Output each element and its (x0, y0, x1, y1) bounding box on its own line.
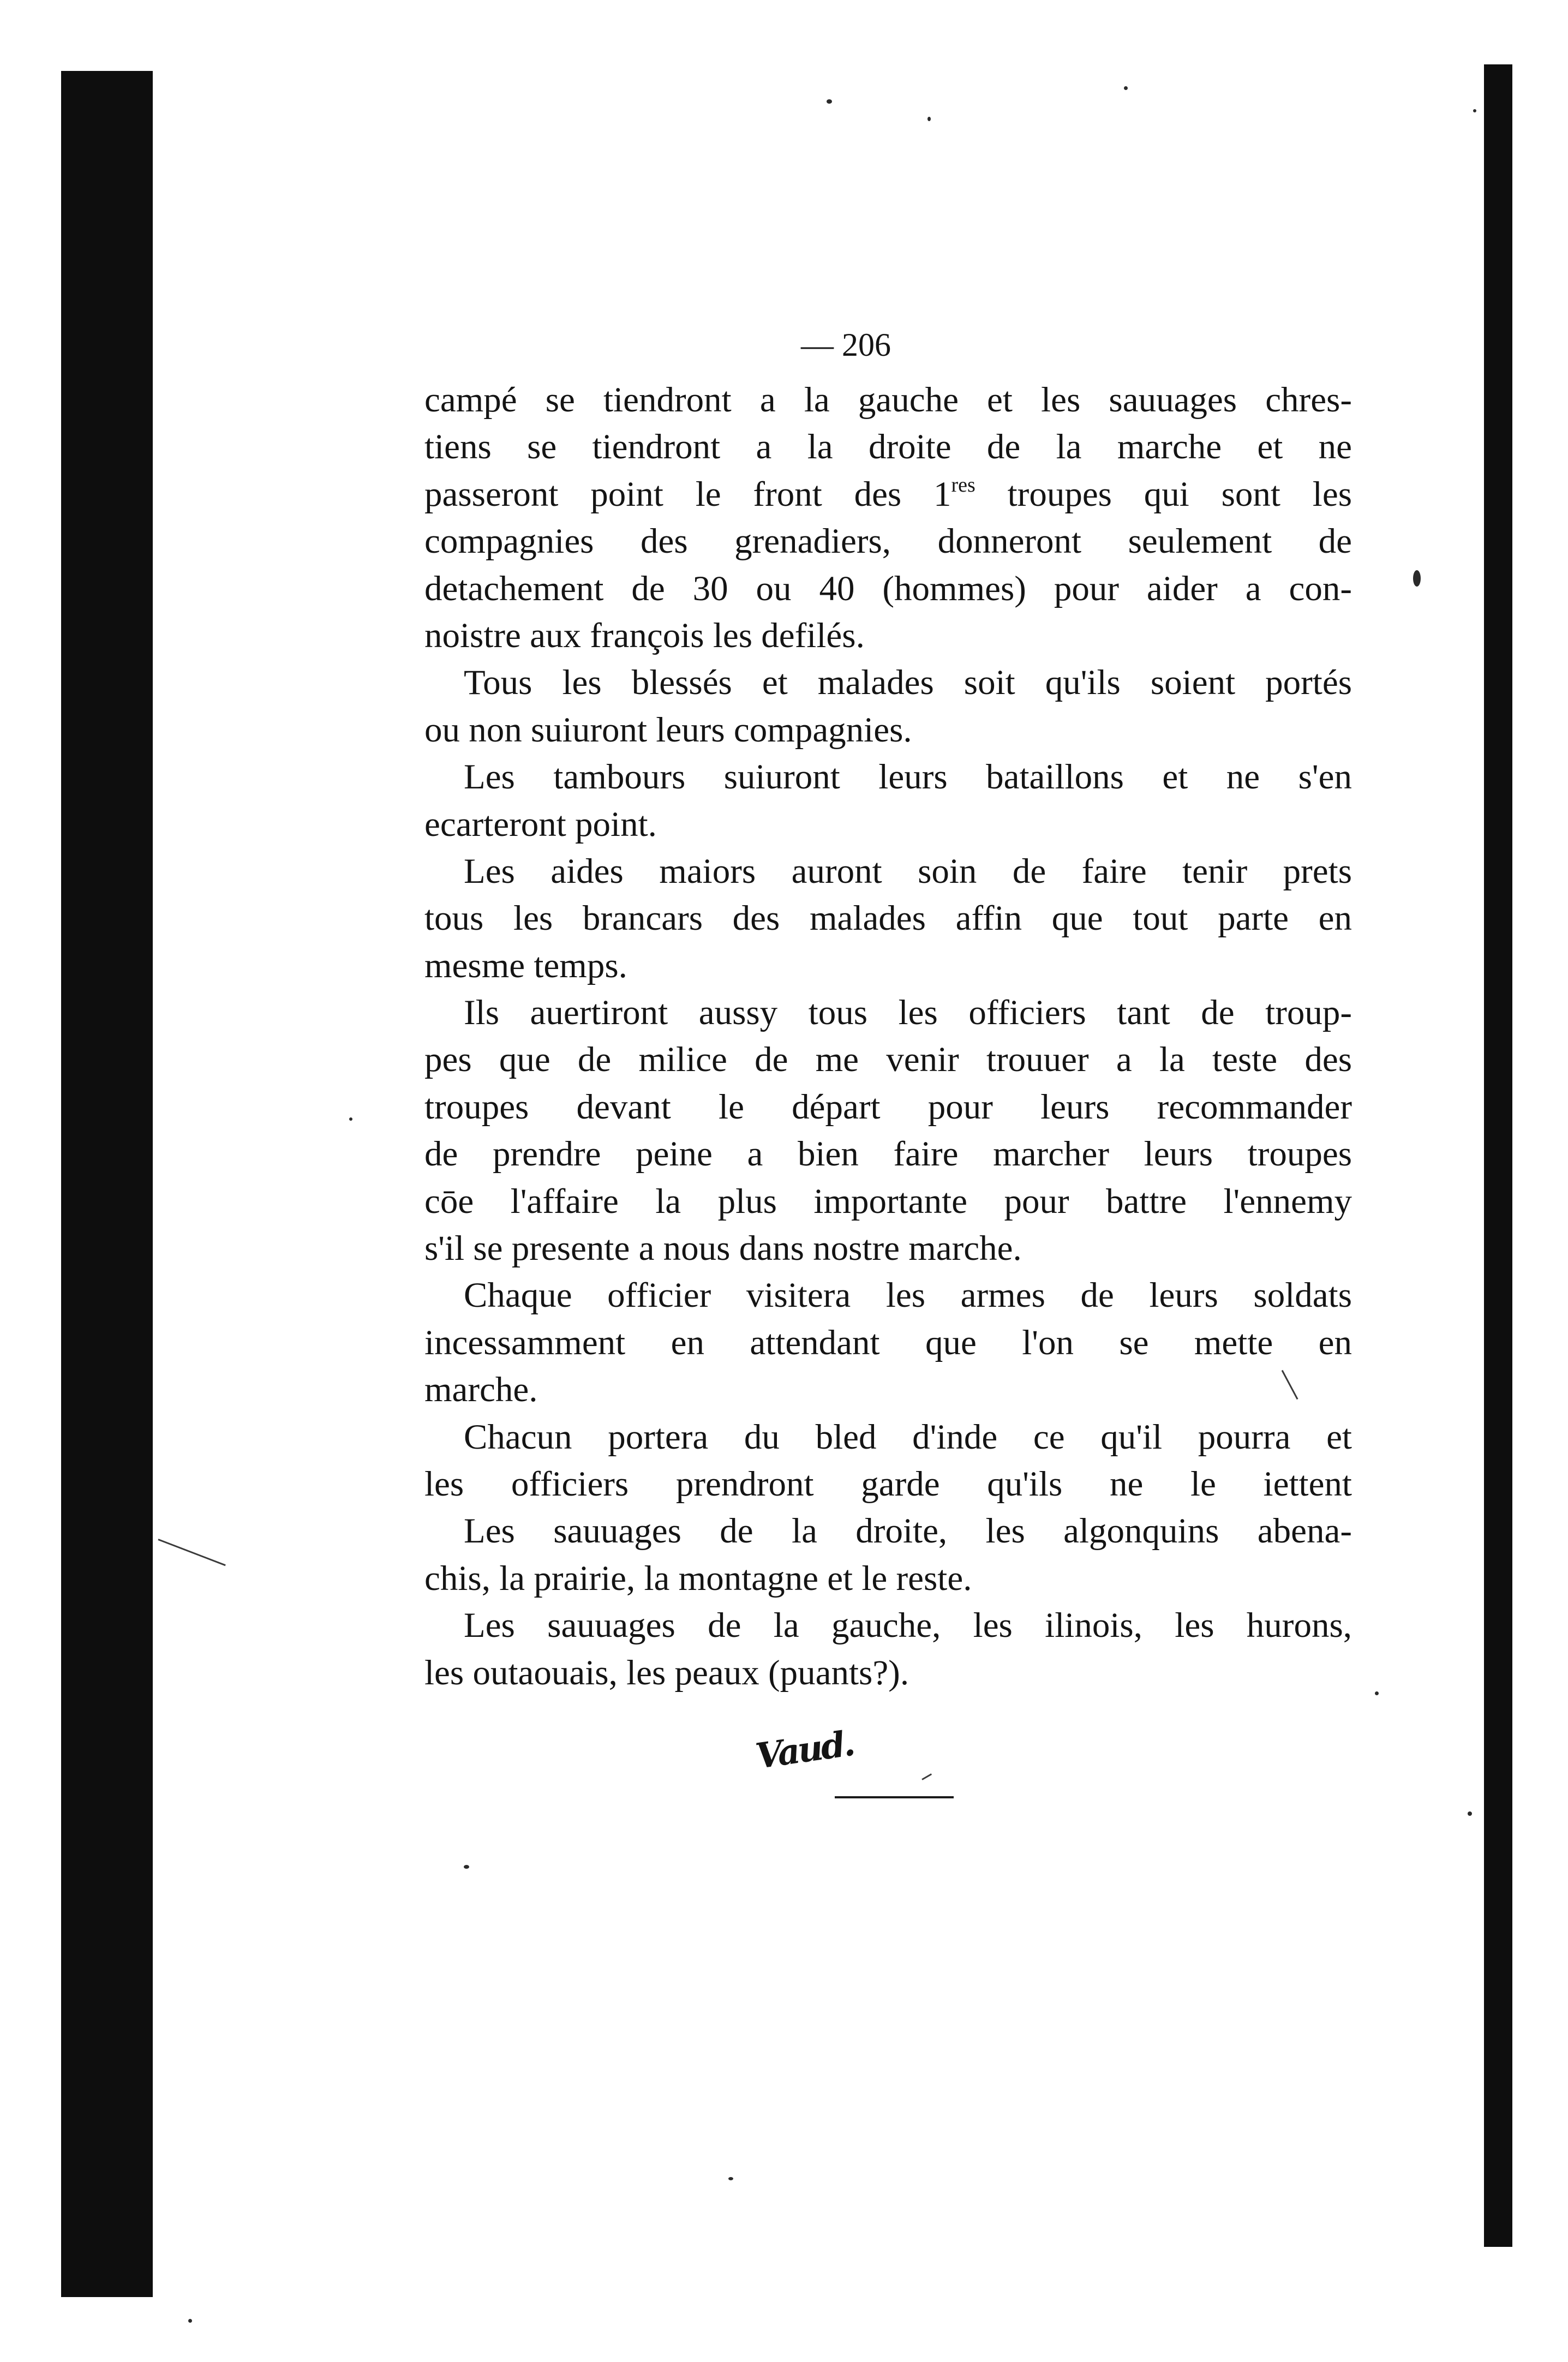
speck (1413, 570, 1421, 587)
speck (1124, 86, 1128, 90)
scan-margin-left (61, 71, 153, 2297)
text-line: pes que de milice de me venir trouuer a la teste des (424, 1040, 1352, 1080)
scan-margin-right (1484, 64, 1512, 2247)
text-line: troupes devant le départ pour leurs recommander (424, 1087, 1352, 1127)
text-line: ecarteront point. (424, 804, 657, 844)
handwritten-signature: Vaud. (753, 1723, 856, 1778)
text-line: incessamment en attendant que l'on se mette en (424, 1323, 1352, 1362)
speck (349, 1117, 352, 1121)
text-line: Chacun portera du bled d'inde ce qu'il pourra et (464, 1417, 1352, 1457)
text-line (424, 471, 1352, 518)
text-line: s'il se presente a nous dans nostre marche. (424, 1229, 1022, 1269)
text-line: cōe l'affaire la plus importante pour battre l'ennemy (424, 1181, 1352, 1221)
text-line: Les aides maiors auront soin de faire tenir prets (464, 851, 1352, 891)
text-line: marche. (424, 1370, 538, 1410)
text-segment: passeront point le front des 1 (424, 474, 951, 514)
text-line: detachement de 30 ou 40 (hommes) pour aider a con- (424, 569, 1352, 608)
superscript: res (951, 473, 975, 497)
scratch-mark (921, 1773, 932, 1780)
scratch-mark (158, 1539, 225, 1566)
text-line: chis, la prairie, la montagne et le reste. (424, 1558, 972, 1598)
speck (188, 2319, 192, 2323)
text-line: tous les brancars des malades affin que tout parte en (424, 899, 1352, 938)
text-line: Tous les blessés et malades soit qu'ils soient portés (464, 663, 1352, 703)
speck (464, 1865, 469, 1869)
speck (1473, 109, 1476, 112)
text-segment: troupes qui sont les (975, 474, 1352, 514)
text-line: Les tambours suiuront leurs bataillons et ne s'en (464, 757, 1352, 797)
speck (827, 99, 832, 104)
text-line: de prendre peine a bien faire marcher leurs troupes (424, 1134, 1352, 1174)
text-line: noistre aux françois les defilés. (424, 615, 865, 655)
speck (1468, 1811, 1472, 1816)
speck (1375, 1691, 1379, 1695)
text-line: Chaque officier visitera les armes de leurs soldats (464, 1276, 1352, 1315)
page-number: — 206 (801, 327, 891, 363)
text-line: campé se tiendront a la gauche et les sauuages chres- (424, 380, 1352, 420)
text-line: compagnies des grenadiers, donneront seulement de (424, 522, 1352, 561)
speck (728, 2177, 733, 2180)
text-line: les outaouais, les peaux (puants?). (424, 1653, 909, 1693)
text-line: Les sauuages de la gauche, les ilinois, les hurons, (464, 1606, 1352, 1646)
text-line: Les sauuages de la droite, les algonquins abena- (464, 1511, 1352, 1551)
document-body (424, 376, 1352, 1696)
text-line: Ils auertiront aussy tous les officiers tant de troup- (464, 993, 1352, 1033)
text-line: mesme temps. (424, 946, 627, 985)
text-line: ou non suiuront leurs compagnies. (424, 710, 912, 750)
end-rule (835, 1796, 954, 1798)
text-line: tiens se tiendront a la droite de la marche et ne (424, 427, 1352, 467)
text-line: les officiers prendront garde qu'ils ne le iettent (424, 1464, 1352, 1504)
speck (927, 117, 931, 121)
